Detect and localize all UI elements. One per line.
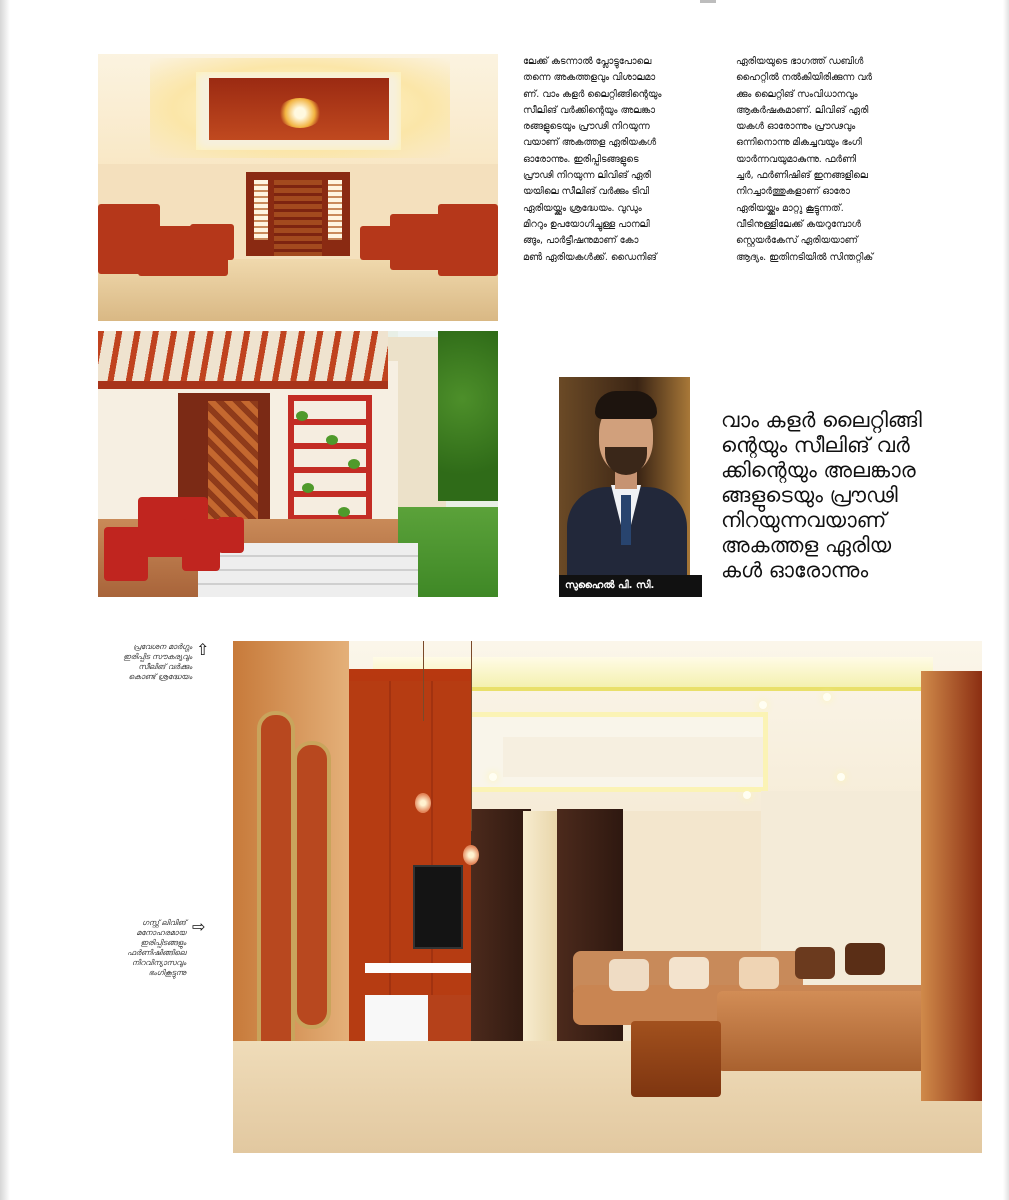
sitout-exterior-photo [98, 331, 498, 597]
portrait-caption: സുഹൈൽ പി. സി. [559, 575, 702, 597]
article-column-1: ലേക്ക് കടന്നാൽ പ്ലോട്ടുപോലെ തന്നെ അകത്തളവും വിശാലമാ ണ്. വാം കളർ ലൈറ്റിങ്ങിന്റെയും സീലിങ് വർക്കിന്റെയും അലങ്കാ രങ്ങളുടെയും പ്രൗഢി നിറയുന്ന വയാണ് അകത്തള ഏരിയകൾ ഓരോന്നും. ഇരിപ്പിടങ്ങളുടെ പ്രൗഢി നിറയുന്ന ലിവിങ് ഏരി യയിലെ സീലിങ് വർക്കും ടിവി ഏരിയയ്ക്കും ശ്രദ്ധേയം. വുഡും മിററും ഉപയോഗിച്ചുള്ള പാനലി ങ്ങും, പാർട്ടീഷനുമാണ് കോ മൺ ഏരിയകൾക്ക്. ഡൈനിങ് [523, 56, 662, 263]
coffee-table [631, 1021, 721, 1097]
architect-portrait [559, 377, 702, 597]
right-arrow-icon: ⇨ [192, 917, 206, 936]
page-left-edge [0, 0, 10, 1200]
pull-quote: വാം കളർ ലൈറ്റിങ്ങി ന്റെയും സീലിങ് വർ ക്കിന്റെയും അലങ്കാര ങ്ങളുടെയും പ്രൗഢി നിറയുന്നവയാണ് അകത്തള ഏരിയ കൾ ഓരോന്നും [721, 408, 922, 582]
page-right-edge [1003, 0, 1009, 1200]
guest-living-caption: ഗസ്റ്റ് ലിവിങ് മനോഹരമായ ഇരിപ്പിടങ്ങളും ഫർണിഷിങ്ങിലെ നിറവിന്യാസവും ഭംഗികൂട്ടുന്നു [127, 918, 186, 977]
up-arrow-icon: ⇧ [196, 640, 210, 659]
article-column-2: ഏരിയയുടെ ഭാഗത്ത് ഡബിൾ ഹൈറ്റിൽ നൽകിയിരിക്കുന്ന വർ ക്കും ലൈറ്റിങ് സംവിധാനവും ആകർഷകമാണ്. ലിവിങ് ഏരി യകൾ ഓരോന്നും പ്രൗഢവും ഒന്നിനൊന്നു മികച്ചവയും ഭംഗി യാർന്നവയുമാകുന്നു. ഫർണി ച്ചർ, ഫർണിഷിങ് ഇനങ്ങളിലെ നിറച്ചാർത്തുകളാണ് ഓരോ ഏരിയയ്ക്കും മാറ്റു കൂട്ടുന്നത്. വീടിനുള്ളിലേക്ക് കയറുമ്പോൾ സ്റ്റെയർകേസ് ഏരിയയാണ് ആദ്യം. ഇതിനടിയിൽ സിന്തറ്റിക് [736, 56, 874, 263]
living-hall-photo [98, 54, 498, 321]
previous-page-fragment [700, 0, 716, 3]
television [413, 865, 463, 949]
pergola [98, 331, 388, 387]
chandelier [278, 98, 322, 128]
guest-living-photo [233, 641, 982, 1153]
entrance-caption: പ്രവേശന മാർഗ്ഗം ഇരിപ്പിട സൗകര്യവും സീലിങ് വർക്കും കൊണ്ട് ശ്രദ്ധേയം [123, 642, 192, 681]
